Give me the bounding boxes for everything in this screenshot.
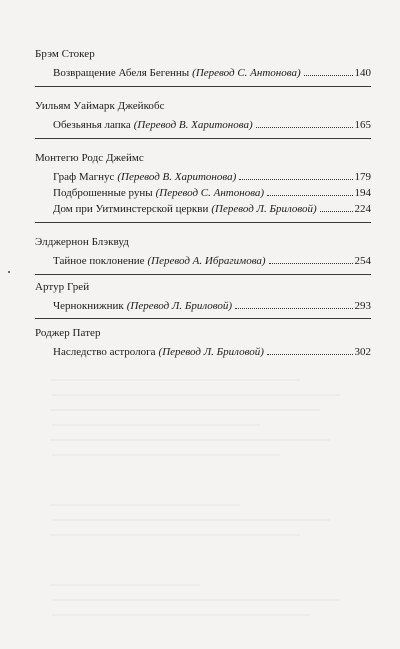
author-name: Артур Грей	[35, 281, 90, 293]
toc-entry[interactable]	[53, 66, 371, 80]
toc-entry[interactable]	[53, 345, 371, 359]
dot-leader	[304, 75, 353, 76]
toc-entry[interactable]	[53, 118, 371, 132]
dot-leader	[267, 195, 352, 196]
page-number: 224	[354, 203, 371, 215]
dot-leader	[239, 179, 352, 180]
translator-credit: (Перевод С. Антонова)	[155, 187, 265, 199]
dot-leader	[269, 263, 353, 264]
section-divider	[35, 274, 371, 275]
story-title: Тайное поклонение	[53, 255, 145, 267]
toc-section	[35, 99, 371, 132]
toc-entry[interactable]	[53, 299, 371, 313]
author-name: Роджер Патер	[35, 327, 101, 339]
story-title: Обезьянья лапка	[53, 119, 131, 131]
toc-entry[interactable]	[53, 202, 371, 216]
translator-credit: (Перевод В. Харитонова)	[133, 119, 253, 131]
section-divider	[35, 138, 371, 139]
toc-section	[35, 47, 371, 80]
author-name: Брэм Стокер	[35, 48, 95, 60]
translator-credit: (Перевод А. Ибрагимова)	[147, 255, 266, 267]
margin-mark	[8, 271, 10, 273]
page-number: 254	[354, 255, 371, 267]
story-title: Наследство астролога	[53, 346, 156, 358]
toc-entry[interactable]	[53, 170, 371, 184]
translator-credit: (Перевод Л. Бриловой)	[158, 346, 264, 358]
page-number: 194	[354, 187, 371, 199]
section-divider	[35, 86, 371, 87]
page-number: 140	[354, 67, 371, 79]
author-name: Уильям Уаймарк Джейкобс	[35, 100, 165, 112]
translator-credit: (Перевод Л. Бриловой)	[126, 300, 233, 312]
author-name: Элджернон Блэквуд	[35, 236, 129, 248]
story-title: Чернокнижник	[53, 300, 124, 312]
toc-section	[35, 151, 371, 216]
dot-leader	[256, 127, 353, 128]
translator-credit: (Перевод Л. Бриловой)	[211, 203, 317, 215]
toc-entry[interactable]	[53, 186, 371, 200]
dot-leader	[267, 354, 353, 355]
story-title: Граф Магнус	[53, 171, 115, 183]
page-number: 293	[354, 300, 371, 312]
author-name: Монтегю Родс Джеймс	[35, 152, 144, 164]
story-title: Возвращение Абеля Бегенны	[53, 67, 190, 79]
translator-credit: (Перевод В. Харитонова)	[117, 171, 237, 183]
story-title: Подброшенные руны	[53, 187, 153, 199]
page-number: 179	[354, 171, 371, 183]
section-divider	[35, 222, 371, 223]
page-number: 165	[354, 119, 371, 131]
toc-section	[35, 235, 371, 268]
toc-section	[35, 326, 371, 359]
section-divider	[35, 318, 371, 319]
dot-leader	[235, 308, 352, 309]
dot-leader	[320, 211, 353, 212]
toc-section	[35, 280, 371, 313]
story-title: Дом при Уитминстерской церкви	[53, 203, 209, 215]
toc-entry[interactable]	[53, 254, 371, 268]
translator-credit: (Перевод С. Антонова)	[192, 67, 301, 79]
page-number: 302	[354, 346, 371, 358]
